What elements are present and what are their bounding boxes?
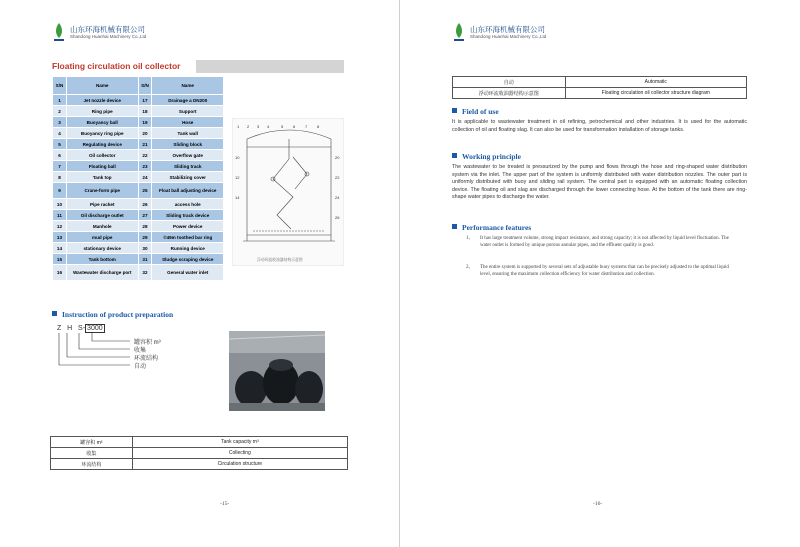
- table-row: [53, 199, 224, 210]
- code-label-collecting: 收集: [134, 348, 147, 354]
- header-sn-1: S/N: [53, 77, 67, 95]
- logo-icon: [452, 22, 466, 42]
- performance-item-number: 1、: [466, 236, 474, 241]
- table-row: [53, 117, 224, 128]
- table-cell: 自动: [453, 77, 566, 88]
- performance-item-text: It has large treatment volume, strong impact resistance, and strong capacity; it is not affected by liquid level fluctuation. The water outlet is formed by unique porous annular pipes, and the effluent quality is good.: [480, 236, 729, 248]
- table-cell: Tank bottom: [66, 254, 138, 265]
- right-page: [400, 0, 800, 547]
- table-cell: Wastewater discharge port: [66, 265, 138, 281]
- working-text: The wastewater to be treated is pressurized by the pump and flows through the hose and ring-shaped water distribution system via the inlet. The upper part of the system is uniformly distributed with water distribution nozzles. The outer part is uniformly distributed with buoy and sliding rail system. The central part is equipped with an automatic floating collection device. The floating oil and slag are discharged through the lower connecting hose. At the bottom of the tank there are ring-shape water pipes to discharge the water.: [452, 164, 747, 201]
- title-bar: [52, 60, 344, 73]
- table-cell: 3: [53, 117, 67, 128]
- table-cell: Regulating device: [66, 139, 138, 150]
- table-row: [51, 437, 348, 448]
- table-cell: Hose: [152, 117, 224, 128]
- page-title: Floating circulation oil collector: [52, 60, 196, 73]
- code-s: S: [78, 325, 83, 332]
- table-cell: Sludge scraping device: [152, 254, 224, 265]
- table-cell: 32: [138, 265, 152, 281]
- table-cell: 浮动环流收油器结构示意图: [453, 88, 566, 99]
- table-cell: Automatic: [565, 77, 746, 88]
- table-row: [53, 221, 224, 232]
- company-logo: [52, 22, 146, 42]
- code-dash: -: [82, 325, 86, 332]
- performance-heading-text: Performance features: [462, 223, 532, 232]
- table-cell: 14: [53, 243, 67, 254]
- table-row: [453, 88, 747, 99]
- code-h: H: [67, 325, 73, 332]
- table-row: [53, 265, 224, 281]
- code-leader-lines: [52, 333, 132, 383]
- translation-table-right: [452, 76, 747, 99]
- table-cell: Sliding track: [152, 161, 224, 172]
- table-cell: 6: [53, 150, 67, 161]
- parts-table: [52, 76, 224, 281]
- table-cell: 23: [138, 161, 152, 172]
- svg-text:5: 5: [281, 124, 284, 129]
- table-cell: 29: [138, 232, 152, 243]
- table-cell: access hole: [152, 199, 224, 210]
- table-row: [53, 139, 224, 150]
- performance-heading: [452, 223, 531, 232]
- performance-item: [466, 236, 738, 249]
- table-cell: Ring pipe: [66, 106, 138, 117]
- svg-text:10: 10: [235, 155, 240, 160]
- table-cell: Collecting: [132, 448, 347, 459]
- table-cell: 罐容积 m³: [51, 437, 133, 448]
- table-cell: 5: [53, 139, 67, 150]
- page-number-right: -16-: [593, 501, 603, 507]
- svg-text:2: 2: [247, 124, 250, 129]
- svg-text:4: 4: [267, 124, 270, 129]
- table-cell: 10: [53, 199, 67, 210]
- table-cell: Overflow gate: [152, 150, 224, 161]
- table-cell: 24: [138, 172, 152, 183]
- svg-text:7: 7: [305, 124, 308, 129]
- logo-icon: [52, 22, 66, 42]
- table-row: [53, 128, 224, 139]
- table-cell: 16: [53, 265, 67, 281]
- working-heading-text: Working principle: [462, 152, 521, 161]
- table-cell: 9: [53, 183, 67, 199]
- table-cell: 1: [53, 95, 67, 106]
- table-row: [453, 77, 747, 88]
- field-heading-text: Field of use: [462, 107, 499, 116]
- svg-text:26: 26: [335, 215, 340, 220]
- table-cell: 28: [138, 221, 152, 232]
- table-cell: Buoyancy ring pipe: [66, 128, 138, 139]
- table-cell: Crane-form pipe: [66, 183, 138, 199]
- svg-text:3: 3: [257, 124, 260, 129]
- svg-text:24: 24: [335, 195, 340, 200]
- table-cell: Sliding track device: [152, 210, 224, 221]
- table-row: [51, 459, 348, 470]
- table-cell: General water inlet: [152, 265, 224, 281]
- table-cell: Float ball adjusting device: [152, 183, 224, 199]
- code-label-circulation: 环流结构: [134, 356, 159, 362]
- table-cell: mud pipe: [66, 232, 138, 243]
- table-cell: Pipe racket: [66, 199, 138, 210]
- table-row: [53, 254, 224, 265]
- instruction-heading-text: Instruction of product preparation: [62, 310, 174, 319]
- table-cell: 18: [138, 106, 152, 117]
- table-cell: 31: [138, 254, 152, 265]
- table-cell: Oil collector: [66, 150, 138, 161]
- table-row: [53, 150, 224, 161]
- table-row: [53, 161, 224, 172]
- svg-text:8: 8: [317, 124, 320, 129]
- table-cell: Support: [152, 106, 224, 117]
- header-sn-2: S/N: [138, 77, 152, 95]
- table-cell: ©49m toothed bar ring: [152, 232, 224, 243]
- table-cell: 21: [138, 139, 152, 150]
- field-text: It is applicable to wastewater treatment in oil refining, petrochemical and other industries. It is used for the automatic collection of oil and floating slag. It can also be used for transformation installation of storage tanks.: [452, 119, 747, 133]
- svg-text:22: 22: [335, 175, 340, 180]
- table-cell: Floating circulation oil collector structure diagram: [565, 88, 746, 99]
- code-diagram: [52, 325, 202, 385]
- bullet-square-icon: [452, 108, 457, 113]
- table-cell: 22: [138, 150, 152, 161]
- table-cell: Tank wall: [152, 128, 224, 139]
- code-label-automatic: 自动: [134, 364, 147, 370]
- table-cell: 4: [53, 128, 67, 139]
- table-cell: Buoyancy ball: [66, 117, 138, 128]
- table-cell: Circulation structure: [132, 459, 347, 470]
- table-cell: 19: [138, 117, 152, 128]
- product-code: [57, 325, 105, 332]
- code-label-capacity: 罐容积 m³: [134, 340, 161, 346]
- company-name-cn: 山东环海机械有限公司: [70, 24, 145, 34]
- code-z: Z: [57, 325, 62, 332]
- bullet-square-icon: [452, 153, 457, 158]
- table-cell: 2: [53, 106, 67, 117]
- table-cell: 11: [53, 210, 67, 221]
- svg-text:1: 1: [237, 124, 240, 129]
- table-cell: Sliding block: [152, 139, 224, 150]
- header-name-1: Name: [66, 77, 138, 95]
- company-logo-right: [452, 22, 546, 42]
- working-heading: [452, 152, 521, 161]
- table-row: [53, 106, 224, 117]
- table-cell: 收集: [51, 448, 133, 459]
- performance-item-text: The entire system is supported by several sets of adjustable buoy systems that can be precisely adjusted to the optimal liquid level, ensuring the maximum collection efficiency for water distribution and collection.: [480, 265, 729, 277]
- table-cell: 13: [53, 232, 67, 243]
- table-row: [53, 232, 224, 243]
- table-cell: Oil discharge outlet: [66, 210, 138, 221]
- table-cell: 27: [138, 210, 152, 221]
- svg-text:20: 20: [335, 155, 340, 160]
- table-cell: stationary device: [66, 243, 138, 254]
- table-cell: Tank top: [66, 172, 138, 183]
- table-cell: 7: [53, 161, 67, 172]
- table-cell: Drainage a DN200: [152, 95, 224, 106]
- table-cell: Floating ball: [66, 161, 138, 172]
- table-row: [53, 95, 224, 106]
- bullet-square-icon: [52, 311, 57, 316]
- table-cell: Tank capacity m³: [132, 437, 347, 448]
- table-cell: Manhole: [66, 221, 138, 232]
- svg-text:6: 6: [293, 124, 296, 129]
- svg-text:14: 14: [235, 195, 240, 200]
- company-name-en: Shandong Huanhai Machinery Co.,Ltd: [470, 33, 547, 39]
- table-cell: 17: [138, 95, 152, 106]
- instruction-heading: [52, 310, 173, 319]
- company-name-cn: 山东环海机械有限公司: [470, 24, 545, 34]
- table-row: [53, 243, 224, 254]
- table-cell: 25: [138, 183, 152, 199]
- table-cell: Jet nozzle device: [66, 95, 138, 106]
- code-value: 3000: [87, 325, 103, 332]
- table-row: [51, 448, 348, 459]
- table-row: [53, 172, 224, 183]
- table-cell: 8: [53, 172, 67, 183]
- bullet-square-icon: [452, 224, 457, 229]
- header-name-2: Name: [152, 77, 224, 95]
- table-row: [53, 210, 224, 221]
- table-cell: Running device: [152, 243, 224, 254]
- svg-text:12: 12: [235, 175, 240, 180]
- diagram-caption: 浮动环流收油器结构示意图: [257, 258, 303, 262]
- table-cell: 12: [53, 221, 67, 232]
- performance-item: [466, 265, 738, 278]
- field-heading: [452, 107, 499, 116]
- product-photo: [229, 331, 325, 411]
- table-row: [53, 183, 224, 199]
- table-cell: 20: [138, 128, 152, 139]
- performance-item-number: 2、: [466, 265, 474, 270]
- translation-table-left: [50, 436, 348, 470]
- table-cell: Power device: [152, 221, 224, 232]
- table-cell: Stabilizing cover: [152, 172, 224, 183]
- structure-diagram: [232, 118, 344, 266]
- company-name-en: Shandong Huanhai Machinery Co.,Ltd: [70, 33, 147, 39]
- table-cell: 26: [138, 199, 152, 210]
- table-cell: 环流结构: [51, 459, 133, 470]
- page-number-left: -15-: [220, 501, 230, 507]
- table-cell: 15: [53, 254, 67, 265]
- table-cell: 30: [138, 243, 152, 254]
